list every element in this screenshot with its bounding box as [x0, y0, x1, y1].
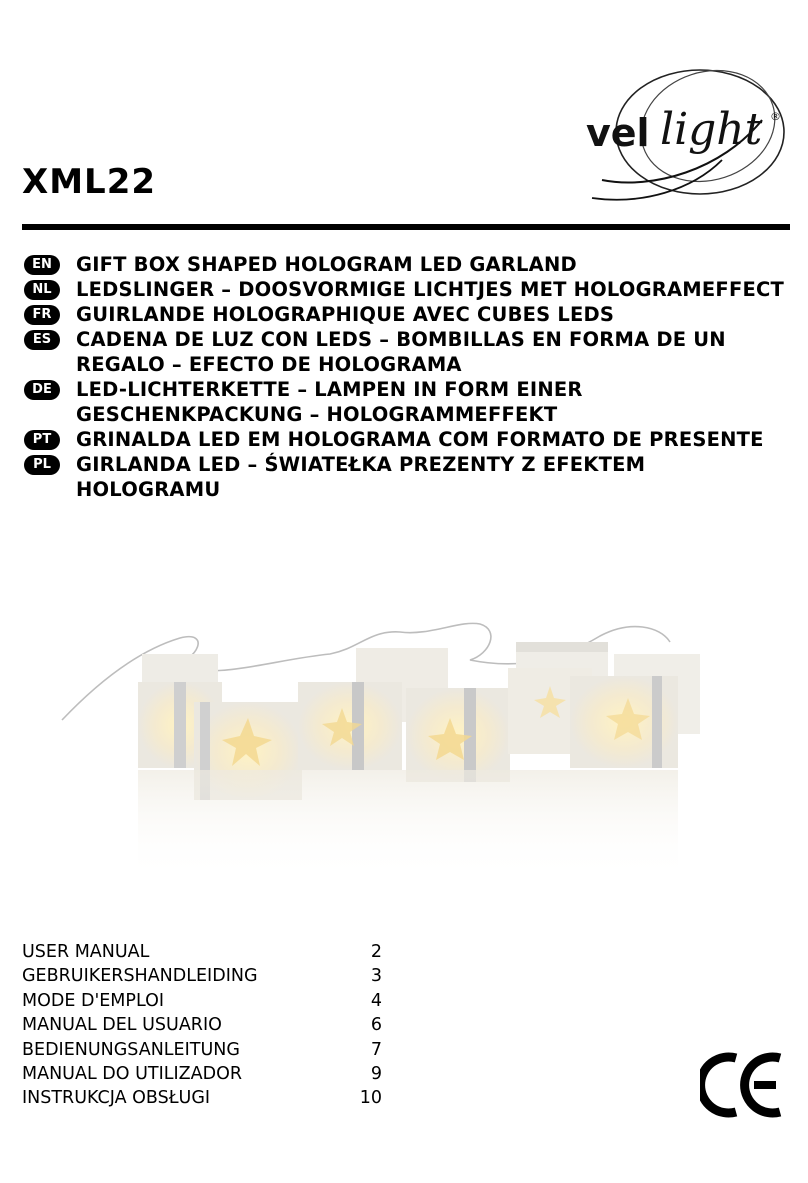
- product-photo: [40, 590, 770, 900]
- toc-label: MANUAL DO UTILIZADOR: [22, 1064, 243, 1085]
- garland-illustration: [40, 590, 770, 900]
- toc-page: 6: [370, 1015, 382, 1036]
- toc-label: GEBRUIKERSHANDLEIDING: [22, 966, 258, 987]
- toc-page: 10: [359, 1088, 382, 1109]
- title-row-es: [24, 327, 794, 377]
- toc-row: [22, 1013, 382, 1037]
- ce-mark-icon: [700, 1050, 784, 1120]
- lang-badge-fr: FR: [24, 305, 60, 325]
- lang-badge-es: ES: [24, 330, 60, 350]
- lang-badge-de: DE: [24, 380, 60, 400]
- title-de: LED-LICHTERKETTE – LAMPEN IN FORM EINER GESCHENKPACKUNG – HOLOGRAMMEFFEKT: [76, 378, 583, 426]
- registered-mark: ®: [770, 110, 781, 123]
- product-titles: [24, 252, 794, 502]
- toc-row: [22, 1086, 382, 1110]
- brand-logo: [572, 60, 794, 208]
- toc-label: MODE D'EMPLOI: [22, 990, 165, 1011]
- lang-badge-en: EN: [24, 255, 60, 275]
- title-row-fr: [24, 302, 794, 327]
- box-3: [298, 682, 402, 770]
- lang-badge-nl: NL: [24, 280, 60, 300]
- toc-page: 7: [370, 1039, 382, 1060]
- title-row-en: [24, 252, 794, 277]
- box-4: [406, 688, 510, 782]
- title-nl: LEDSLINGER – DOOSVORMIGE LICHTJES MET HOLOGRAMEFFECT: [76, 278, 785, 301]
- title-pt: GRINALDA LED EM HOLOGRAMA COM FORMATO DE PRESENTE: [76, 428, 764, 451]
- toc-page: 2: [370, 942, 382, 962]
- title-row-pt: [24, 427, 794, 452]
- toc-label: MANUAL DEL USUARIO: [22, 1015, 222, 1036]
- toc-page: 3: [370, 966, 382, 987]
- header-divider: [22, 224, 790, 230]
- ce-mark-graphic: [700, 1050, 784, 1120]
- toc-row: [22, 964, 382, 988]
- toc-label: INSTRUKCJA OBSŁUGI: [22, 1088, 211, 1109]
- title-row-pl: [24, 452, 794, 502]
- toc-row: [22, 989, 382, 1013]
- toc-row: [22, 1062, 382, 1086]
- toc-row: [22, 940, 382, 964]
- toc-page: 9: [370, 1064, 382, 1085]
- toc-label: USER MANUAL: [22, 942, 150, 962]
- toc-label: BEDIENUNGSANLEITUNG: [22, 1039, 240, 1060]
- model-number: XML22: [22, 162, 157, 202]
- title-row-de: [24, 377, 794, 427]
- title-es: CADENA DE LUZ CON LEDS – BOMBILLAS EN FORMA DE UN REGALO – EFECTO DE HOLOGRAMA: [76, 328, 726, 376]
- toc-page: 4: [370, 990, 382, 1011]
- title-row-nl: [24, 277, 794, 302]
- logo-wordmark-right: light: [660, 104, 763, 155]
- logo-graphic: [572, 60, 794, 208]
- title-fr: GUIRLANDE HOLOGRAPHIQUE AVEC CUBES LEDS: [76, 303, 615, 326]
- title-en: GIFT BOX SHAPED HOLOGRAM LED GARLAND: [76, 253, 577, 276]
- lang-badge-pt: PT: [24, 430, 60, 450]
- title-pl: GIRLANDA LED – ŚWIATEŁKA PREZENTY Z EFEKTEM HOLOGRAMU: [76, 453, 646, 501]
- lang-badge-pl: PL: [24, 455, 60, 475]
- table-of-contents: [22, 940, 382, 1111]
- logo-wordmark-left: vel: [586, 111, 650, 155]
- toc-row: [22, 1038, 382, 1062]
- box-6: [570, 676, 678, 768]
